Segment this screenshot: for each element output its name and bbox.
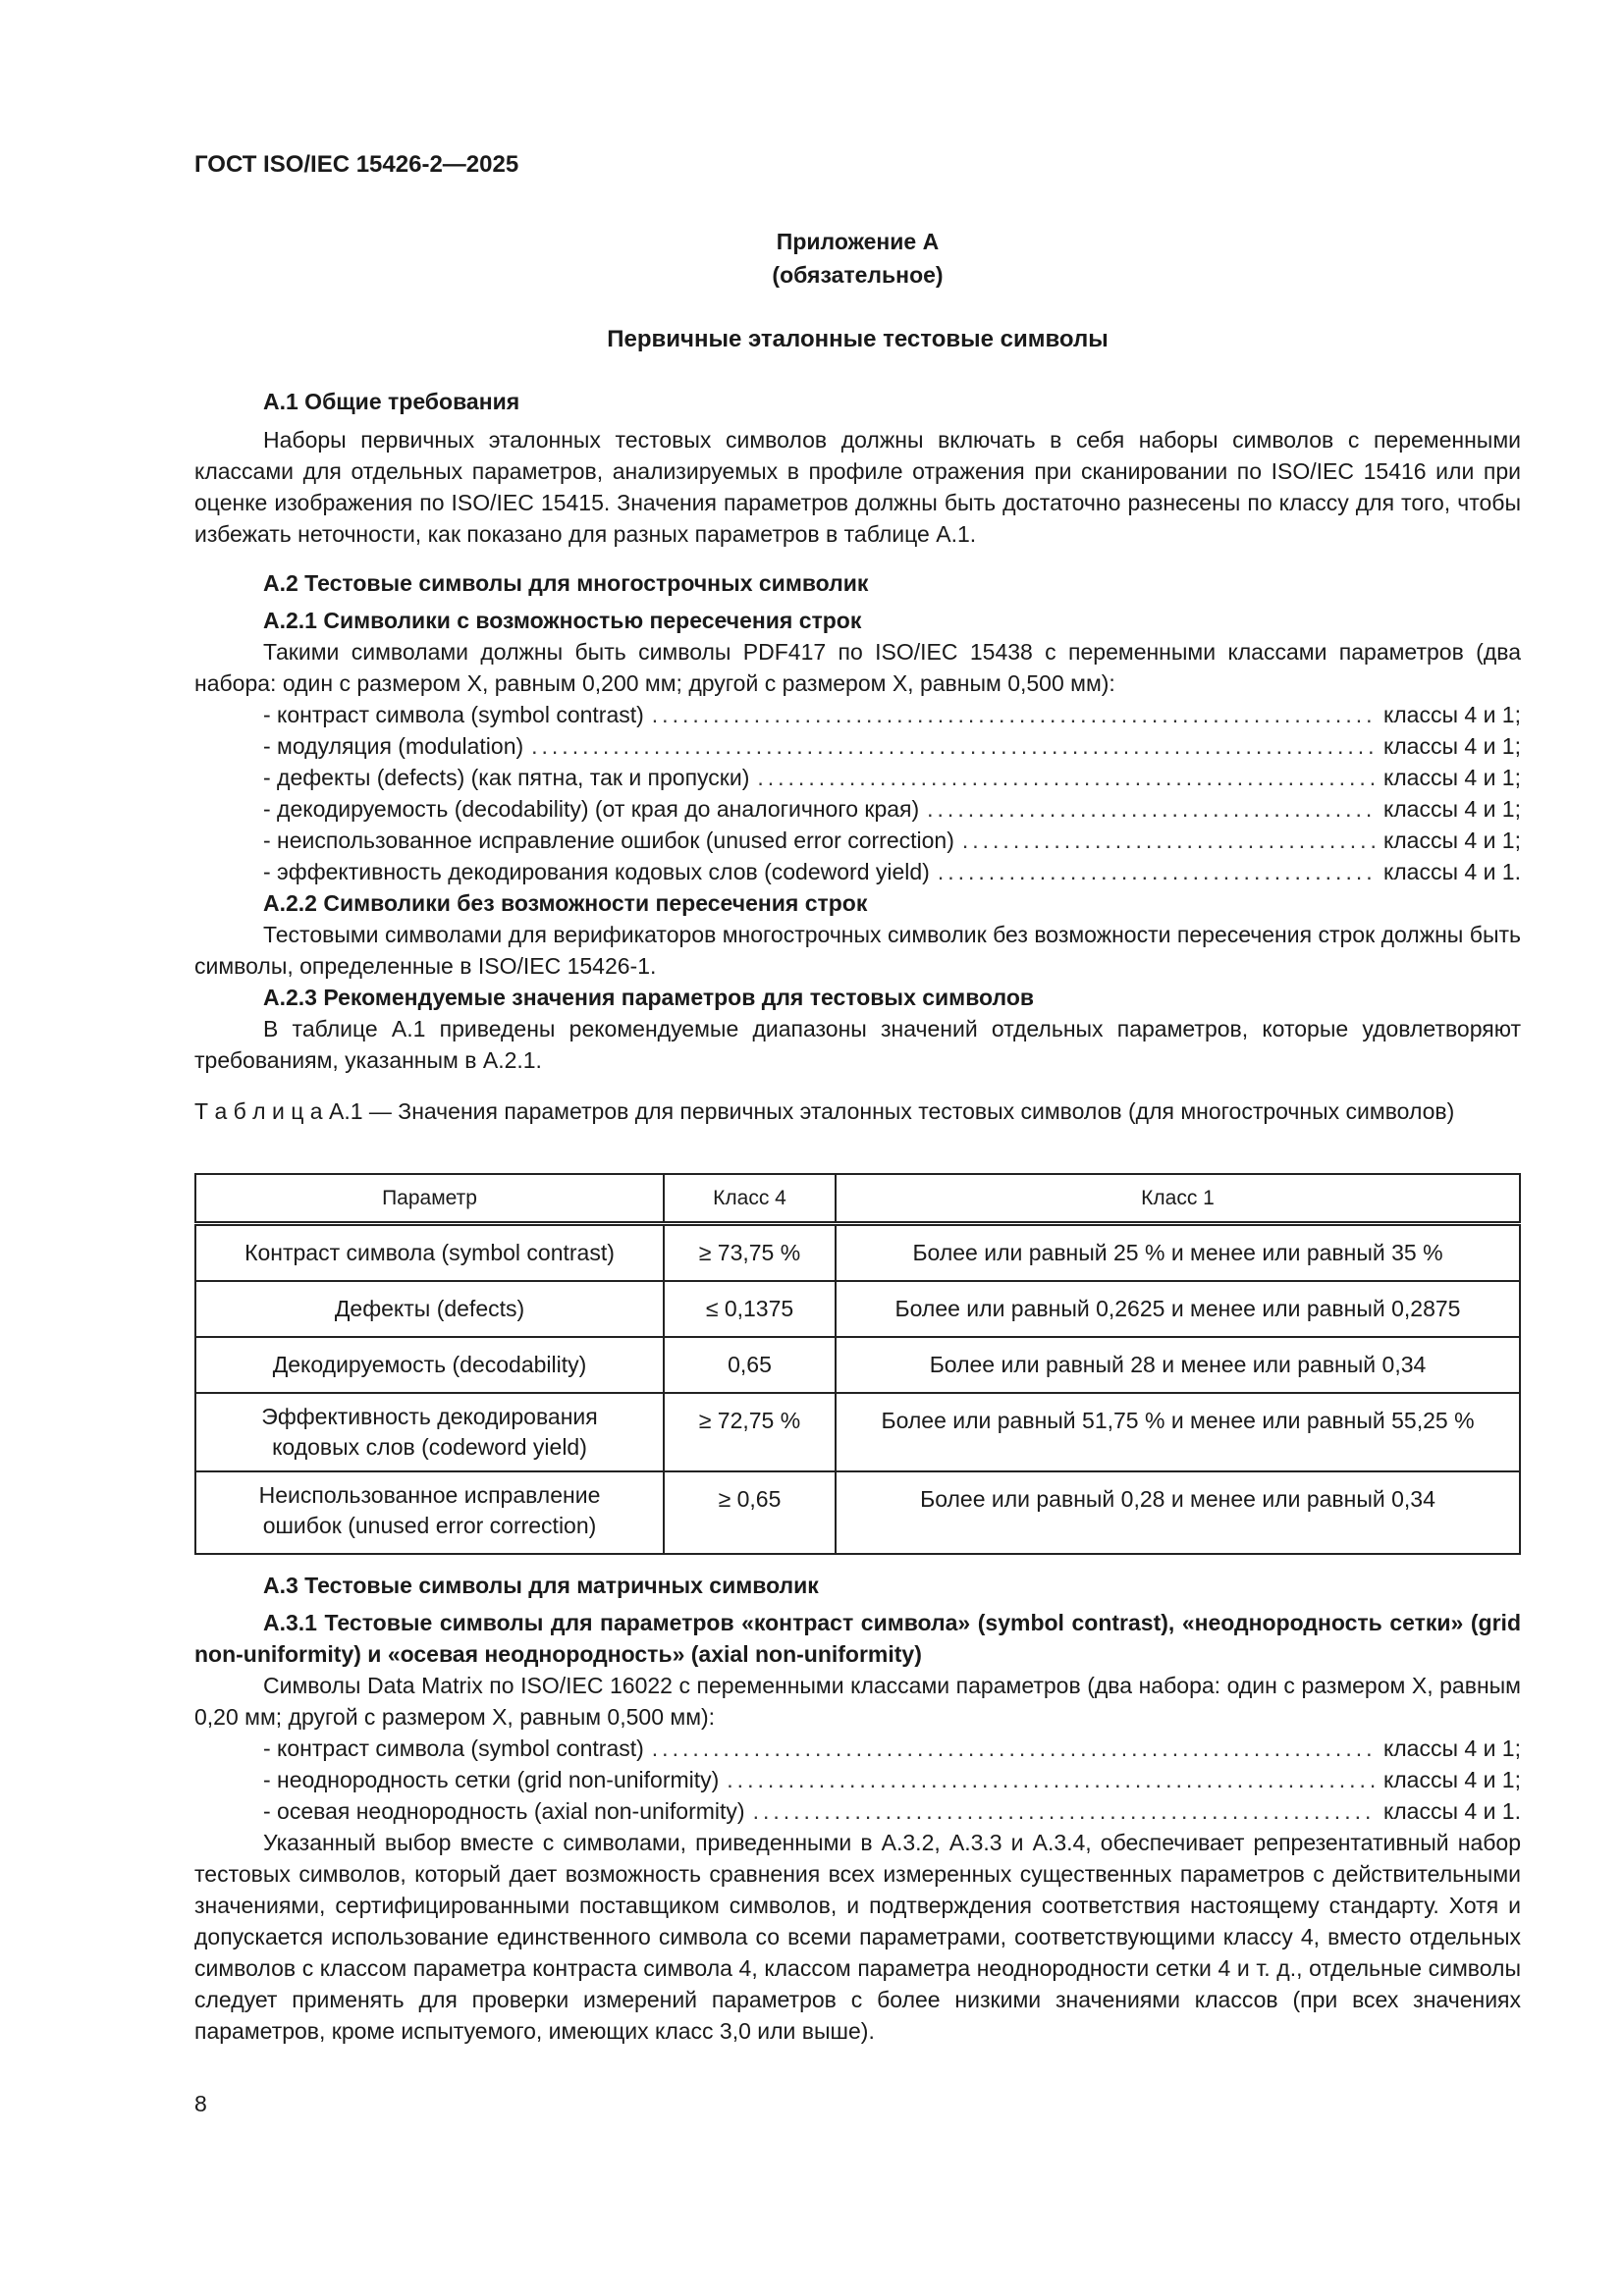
table-caption-text: — Значения параметров для первичных эталонных тестовых символов (для многострочных символов) — [362, 1098, 1455, 1124]
item-label: - неоднородность сетки (grid non-uniformity) — [263, 1767, 720, 1792]
a31-list — [194, 1733, 1521, 1827]
item-value: классы 4 и 1. — [1382, 859, 1521, 884]
table-caption-label: Т а б л и ц а А.1 — [194, 1098, 363, 1124]
table-cell: ≤ 0,1375 — [664, 1281, 836, 1337]
table-cell: ≥ 73,75 % — [664, 1224, 836, 1282]
item-value: классы 4 и 1; — [1382, 828, 1521, 853]
section-a22-heading: А.2.2 Символики без возможности пересечения строк — [263, 890, 868, 916]
document-header: ГОСТ ISO/IEC 15426-2—2025 — [194, 151, 519, 178]
item-label: - эффективность декодирования кодовых слов (codeword yield) — [263, 859, 930, 884]
table-cell: 0,65 — [664, 1337, 836, 1393]
list-item — [194, 825, 1521, 856]
parameters-table-wrap — [194, 1173, 1521, 1555]
table-cell: Более или равный 0,2625 и менее или равный 0,2875 — [836, 1281, 1520, 1337]
item-value: классы 4 и 1; — [1382, 702, 1521, 727]
column-header: Класс 4 — [664, 1174, 836, 1224]
section-a3 — [194, 1570, 1521, 2047]
item-value: классы 4 и 1. — [1382, 1798, 1521, 1824]
item-label: - декодируемость (decodability) (от края до аналогичного края) — [263, 796, 920, 822]
table-row — [195, 1281, 1520, 1337]
section-a1-heading: А.1 Общие требования — [263, 389, 520, 414]
section-a31-heading: А.3.1 Тестовые символы для параметров «контраст символа» (symbol contrast), «неоднородность сетки» (grid non-uniformity) и «осевая неоднородность» (axial non-uniformity) — [194, 1610, 1521, 1667]
table-row — [195, 1337, 1520, 1393]
section-a1-text: Наборы первичных эталонных тестовых символов должны включать в себя наборы символов с переменными классами для отдельных параметров, анализируемых в профиле отражения при сканировании по ISO/IEC 15416 или при оценке изображения по ISO/IEC 15415. Значения параметров должны быть достаточно разнесены по классу для того, чтобы избежать неточности, как показано для разных параметров в таблице А.1. — [194, 427, 1521, 547]
item-label: - модуляция (modulation) — [263, 733, 524, 759]
item-label: - неиспользованное исправление ошибок (unused error correction) — [263, 828, 954, 853]
annex-heading: Первичные эталонные тестовые символы — [607, 326, 1109, 352]
section-a3-heading: А.3 Тестовые символы для матричных символик — [263, 1573, 819, 1598]
section-a21 — [194, 605, 1521, 1076]
item-label: - дефекты (defects) (как пятна, так и пропуски) — [263, 765, 750, 790]
table-cell: Эффективность декодирования кодовых слов (codeword yield) — [195, 1393, 664, 1471]
table-cell: Декодируемость (decodability) — [195, 1337, 664, 1393]
table-cell: Контраст символа (symbol contrast) — [195, 1224, 664, 1282]
list-item — [194, 1733, 1521, 1764]
table-cell: Более или равный 0,28 и менее или равный 0,34 — [836, 1471, 1520, 1554]
table-row — [195, 1224, 1520, 1282]
section-a23-heading: А.2.3 Рекомендуемые значения параметров для тестовых символов — [263, 985, 1035, 1010]
item-value: классы 4 и 1; — [1382, 796, 1521, 822]
section-a21-heading: А.2.1 Символики с возможностью пересечения строк — [263, 608, 862, 633]
page-number: 8 — [194, 2091, 207, 2116]
annex-status: (обязательное) — [772, 262, 944, 288]
table-cell: ≥ 0,65 — [664, 1471, 836, 1554]
table-header-row — [195, 1174, 1520, 1224]
table-cell: Неиспользованное исправление ошибок (unused error correction) — [195, 1471, 664, 1554]
table-row — [195, 1393, 1520, 1471]
item-value: классы 4 и 1; — [1382, 733, 1521, 759]
item-value: классы 4 и 1; — [1382, 765, 1521, 790]
section-a22-text: Тестовыми символами для верификаторов многострочных символик без возможности пересечения строк должны быть символы, определенные в ISO/IEC 15426-1. — [194, 922, 1521, 979]
list-item — [194, 699, 1521, 730]
parameters-table — [194, 1173, 1521, 1555]
list-item — [194, 1764, 1521, 1795]
section-a21-text: Такими символами должны быть символы PDF417 по ISO/IEC 15438 с переменными классами параметров (два набора: один с размером X, равным 0,200 мм; другой с размером X, равным 0,500 мм): — [194, 639, 1521, 696]
column-header: Класс 1 — [836, 1174, 1520, 1224]
column-header: Параметр — [195, 1174, 664, 1224]
list-item — [194, 793, 1521, 825]
item-value: классы 4 и 1; — [1382, 1767, 1521, 1792]
item-value: классы 4 и 1; — [1382, 1735, 1521, 1761]
a21-list — [194, 699, 1521, 887]
table-cell: Дефекты (defects) — [195, 1281, 664, 1337]
table-cell: Более или равный 25 % и менее или равный 35 % — [836, 1224, 1520, 1282]
table-cell: Более или равный 51,75 % и менее или равный 55,25 % — [836, 1393, 1520, 1471]
table-row — [195, 1471, 1520, 1554]
item-label: - контраст символа (symbol contrast) — [263, 1735, 644, 1761]
section-a31-text: Символы Data Matrix по ISO/IEC 16022 с переменными классами параметров (два набора: один с размером X, равным 0,20 мм; другой с размером X, равным 0,500 мм): — [194, 1673, 1521, 1730]
table-cell: ≥ 72,75 % — [664, 1393, 836, 1471]
list-item — [194, 856, 1521, 887]
section-a23-text: В таблице А.1 приведены рекомендуемые диапазоны значений отдельных параметров, которые удовлетворяют требованиям, указанным в А.2.1. — [194, 1016, 1521, 1073]
table-caption — [194, 1095, 1521, 1127]
table-cell: Более или равный 28 и менее или равный 0,34 — [836, 1337, 1520, 1393]
section-a2-heading: А.2 Тестовые символы для многострочных символик — [263, 570, 869, 596]
list-item — [194, 1795, 1521, 1827]
list-item — [194, 730, 1521, 762]
list-item — [194, 762, 1521, 793]
item-label: - осевая неоднородность (axial non-uniformity) — [263, 1798, 745, 1824]
section-a31-text2: Указанный выбор вместе с символами, приведенными в А.3.2, А.3.3 и А.3.4, обеспечивает репрезентативный набор тестовых символов, который дает возможность сравнения всех измеренных существенных параметров с действительными значениями, сертифицированными поставщиком символов, и подтверждения соответствия настоящему стандарту. Хотя и допускается использование единственного символа со всеми параметрами, соответствующими классу 4, вместо отдельных символов с классом параметра контраста символа 4, классом параметра неоднородности сетки 4 и т. д., отдельные символы следует применять для проверки измерений параметров с более низкими значениями классов (при всех значениях параметров, кроме испытуемого, имеющих класс 3,0 или выше). — [194, 1830, 1521, 2044]
item-label: - контраст символа (symbol contrast) — [263, 702, 644, 727]
annex-title: Приложение А — [776, 229, 940, 254]
